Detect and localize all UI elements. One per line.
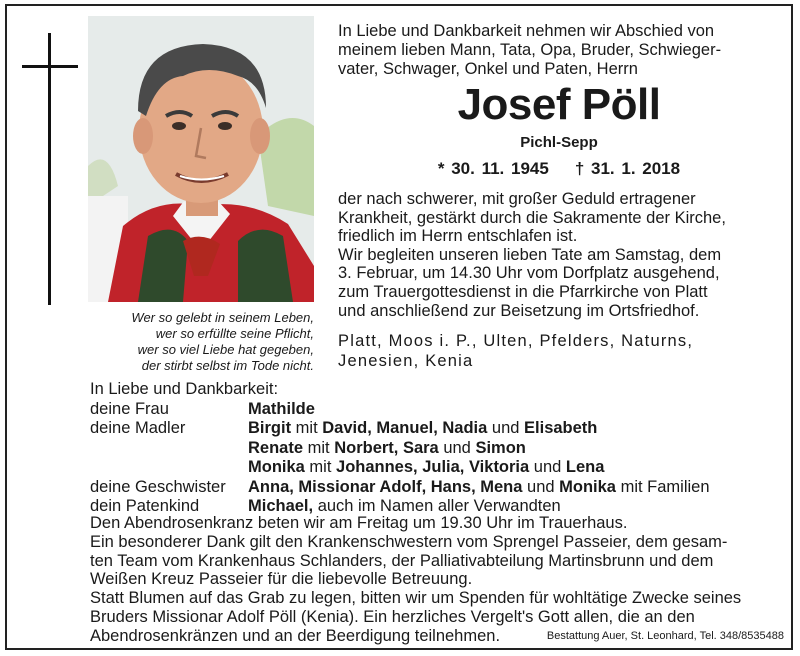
siblings-names: Anna, Missionar Adolf, Hans, Mena [248,477,523,496]
announcement-text [338,190,780,320]
announcement-line: Wir begleiten unseren lieben Tate am Samstag, dem [338,245,722,264]
closing-line: ten Team vom Krankenhaus Schlanders, der Palliativabteilung Martinsbrunn und dem [90,551,714,570]
intro-line: vater, Schwager, Onkel und Paten, Herrn [338,60,638,78]
cross-icon [48,33,51,305]
connector: und [522,477,560,496]
connector: und [487,419,525,437]
siblings-suffix: mit Familien [615,477,710,496]
poem [88,310,314,374]
wife-label: deine Frau [90,399,169,418]
connector: mit [291,419,323,437]
mourners-heading: In Liebe und Dankbarkeit: [90,380,279,398]
children-label: deine Madler [90,419,186,437]
siblings-row [90,478,780,498]
announcement-line: friedlich im Herrn entschlafen ist. [338,227,578,246]
connector: mit [303,438,335,457]
intro-text [338,22,780,79]
connector: mit [304,458,337,476]
grandchildren: Norbert, Sara [334,438,439,457]
siblings [248,478,710,498]
child-row [90,458,780,478]
places-line: Jenesien, Kenia [338,352,474,370]
child-name: Monika [248,458,305,476]
life-dates [338,159,780,179]
announcement-line: Krankheit, gestärkt durch die Sakramente der Kirche, [338,208,726,227]
mourners-list [90,380,780,517]
death-date: † 31. 1. 2018 [574,159,681,178]
closing-text [90,514,780,646]
wife-row [90,400,780,420]
grandchild: Simon [475,438,526,457]
closing-line: Statt Blumen auf das Grab zu legen, bitten wir um Spenden für wohltätige Zwecke seines [90,589,742,608]
godchild-suffix: auch im Namen aller Verwandten [313,497,561,515]
closing-line: Den Abendrosenkranz beten wir am Freitag um 19.30 Uhr im Trauerhaus. [90,514,628,532]
connector: und [529,458,566,476]
wife-name: Mathilde [248,399,315,418]
sibling-last: Monika [559,477,616,496]
closing-line: Ein besonderer Dank gilt den Krankenschwestern vom Sprengel Passeier, dem gesam- [90,532,728,551]
birth-date: * 30. 11. 1945 [437,159,549,178]
announcement-line: der nach schwerer, mit großer Geduld ertragener [338,190,696,208]
grandchildren: David, Manuel, Nadia [322,419,488,437]
places-list [338,331,780,371]
siblings-label: deine Geschwister [90,477,226,496]
child-row [90,419,780,439]
grandchildren: Johannes, Julia, Viktoria [336,458,530,476]
announcement-line: zum Trauergottesdienst in die Pfarrkirche von Platt [338,282,708,301]
portrait-photo [88,16,314,302]
deceased-nickname: Pichl-Sepp [520,134,598,151]
announcement-line: 3. Februar, um 14.30 Uhr vom Dorfplatz ausgehend, [338,264,720,283]
child-row [90,439,780,459]
deceased-name: Josef Pöll [457,80,661,129]
godchild-label: dein Patenkind [90,497,200,515]
child-family [248,419,597,439]
poem-line: wer so erfüllte seine Pflicht, [155,326,314,341]
grandchild: Lena [565,458,605,476]
connector: und [438,438,476,457]
child-family [248,458,604,478]
poem-line: Wer so gelebt in seinem Leben, [131,310,314,325]
intro-line: meinem lieben Mann, Tata, Opa, Bruder, Schwieger- [338,41,722,59]
child-name: Birgit [248,419,292,437]
funeral-home-credit: Bestattung Auer, St. Leonhard, Tel. 348/8535488 [546,630,784,642]
closing-line: Abendrosenkränzen und an der Beerdigung teilnehmen. [90,626,501,645]
cross-icon-bar [22,65,78,68]
intro-line: In Liebe und Dankbarkeit nehmen wir Abschied von [338,22,715,40]
mourners-heading-row [90,380,780,400]
poem-line: der stirbt selbst im Tode nicht. [141,358,314,373]
places-line: Platt, Moos i. P., Ulten, Pfelders, Naturns, [338,332,694,350]
closing-line: Bruders Missionar Adolf Pöll (Kenia). Ein herzliches Vergelt's Gott allen, die an den [90,607,695,626]
poem-line: wer so viel Liebe hat gegeben, [137,342,314,357]
child-family [248,439,526,459]
closing-line: Weißen Kreuz Passeier für die liebevolle Betreuung. [90,570,473,589]
announcement-line: und anschließend zur Beisetzung im Ortsfriedhof. [338,301,700,320]
godchild-name: Michael, [248,497,314,515]
grandchild: Elisabeth [524,419,598,437]
child-name: Renate [248,438,304,457]
